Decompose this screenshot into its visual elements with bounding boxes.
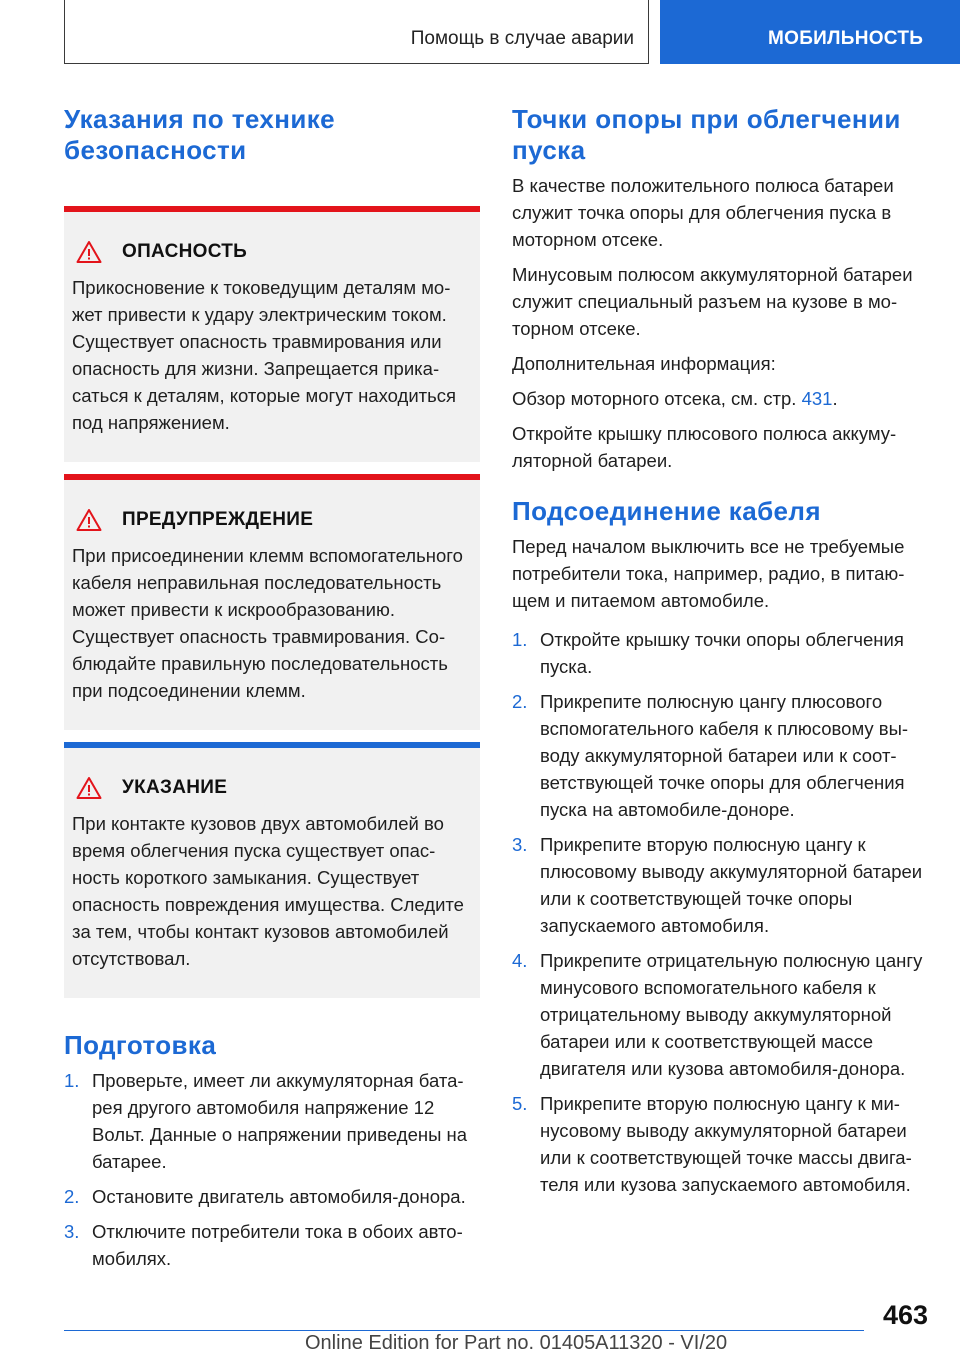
cable-connection-heading: Подсоединение кабеля xyxy=(512,496,821,526)
paragraph: В качестве положительного полюса батареи служит точка опоры для облегчения пуска в моторном отсеке. xyxy=(512,175,894,250)
footer-edition: Online Edition for Part no. 01405A11320 - VI/20 xyxy=(305,1332,728,1354)
paragraph: Минусовым полюсом аккумуляторной батареи служит специальный разъем на кузове в моторном отсеке. xyxy=(512,264,913,339)
footer-divider xyxy=(64,1330,864,1331)
warning-triangle-icon xyxy=(76,240,102,264)
warning-text: При присоединении клемм вспомогательного кабеля неправильная последовательность может привести к искрообразованию. Существует опасность травмирования. Соблюдайте правильную последовательность при подсоединении клемм. xyxy=(72,545,463,701)
warning-triangle-icon xyxy=(76,508,102,532)
list-item: 2. Остановите двигатель автомобиля-донора. xyxy=(64,1186,466,1207)
right-column xyxy=(512,104,928,1198)
page-number: 463 xyxy=(882,1300,928,1330)
paragraph: Перед началом выключить все не требуемые потребители тока, например, радио, в питающем и питаемом автомобиле. xyxy=(512,536,905,611)
preparation-steps xyxy=(64,1067,480,1272)
safety-heading: Указания по технике безопасности xyxy=(64,104,335,165)
danger-title: ОПАСНОСТЬ xyxy=(122,241,248,262)
list-item: 2. Прикрепите полюсную цангу плюсового вспомогательного кабеля к плюсовому выводу аккумуляторной батареи или к соответствующей точке опоры для облегчения пуска на автомобиле-доноре. xyxy=(512,691,909,820)
list-item: 1. Откройте крышку точки опоры облегчения пуска. xyxy=(512,629,904,677)
chapter-tab[interactable]: МОБИЛЬНОСТЬ xyxy=(660,0,960,64)
connection-steps xyxy=(512,626,928,1198)
list-item: 3. Отключите потребители тока в обоих автомобилях. xyxy=(64,1221,463,1269)
list-item: 3. Прикрепите вторую полюсную цангу к плюсовому выводу аккумуляторной батареи или к соответствующей точке опоры запускаемого автомобиля. xyxy=(512,834,923,936)
paragraph: Откройте крышку плюсового полюса аккумуляторной батареи. xyxy=(512,423,897,471)
section-title: Помощь в случае аварии xyxy=(410,28,634,49)
left-column xyxy=(64,104,480,1272)
notice-text: При контакте кузовов двух автомобилей во время облегчения пуска существует опасность короткого замыкания. Существует опасность повреждения имущества. Следите за тем, чтобы контакт кузовов автомобилей отсутствовал. xyxy=(72,813,464,969)
paragraph: Обзор моторного отсека, см. стр. 431. xyxy=(512,388,838,409)
paragraph: Дополнительная информация: xyxy=(512,353,776,374)
danger-text: Прикосновение к токоведущим деталям может привести к удару электрическим током. Существует опасность травмирования или опасность для жизни. Запрещается прикасаться к деталям, которые могут находиться под напряжением. xyxy=(72,277,457,433)
warning-title: ПРЕДУПРЕЖДЕНИЕ xyxy=(122,509,314,530)
danger-box xyxy=(64,212,480,462)
list-item: 1. Проверьте, имеет ли аккумуляторная батарея другого автомобиля напряжение 12 Вольт. Данные о напряжении приведены на батарее. xyxy=(64,1070,468,1172)
notice-box xyxy=(64,748,480,998)
warning-box xyxy=(64,480,480,730)
preparation-heading: Подготовка xyxy=(64,1030,217,1060)
page-link[interactable]: 431 xyxy=(801,388,833,409)
jump-points-heading: Точки опоры при облегчении пуска xyxy=(512,104,901,165)
warning-triangle-icon xyxy=(76,776,102,800)
list-item: 5. Прикрепите вторую полюсную цангу к минусовому выводу аккумуляторной батареи или к соответствующей точке массы двигателя или кузова запускаемого автомобиля. xyxy=(512,1093,912,1195)
notice-title: УКАЗАНИЕ xyxy=(122,777,228,798)
list-item: 4. Прикрепите отрицательную полюсную цангу минусового вспомогательного кабеля к отрицательному выводу аккумуляторной батареи или к соответствующей массе двигателя или кузова автомобиля-донора. xyxy=(512,950,923,1079)
